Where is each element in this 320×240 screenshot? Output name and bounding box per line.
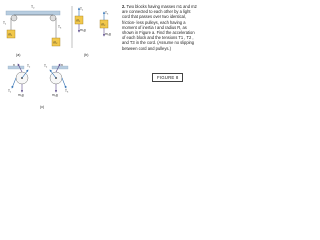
- fbd-label-t3: T₃: [105, 11, 109, 15]
- c-label-m2g: m₂g: [52, 93, 58, 97]
- physics-figure: [0, 0, 120, 115]
- right-pulley: [50, 15, 56, 21]
- label-m1: m₁: [8, 32, 13, 37]
- part-b: [72, 6, 111, 57]
- c-right-t3-arrow: [62, 78, 66, 88]
- label-t1-a: T₁: [3, 21, 7, 25]
- c-label-n-right: n: [61, 63, 63, 67]
- c-label-t2-right: T₂: [44, 64, 48, 68]
- problem-statement: [122, 4, 198, 51]
- c-rail-left: [8, 66, 24, 69]
- part-a-label: (a): [16, 53, 21, 57]
- label-m2: m₂: [53, 40, 58, 45]
- c-label-n-left: n: [13, 63, 15, 67]
- part-c-label: (c): [40, 105, 45, 109]
- c-rail-right: [52, 66, 68, 69]
- c-label-t1: T₁: [8, 89, 12, 93]
- c-left-t1-arrow: [12, 78, 16, 88]
- c-label-t3: T₃: [65, 89, 69, 93]
- fbd-label-m1g: m₁g: [80, 28, 86, 32]
- part-b-label: (b): [84, 53, 89, 57]
- figure-svg: [0, 0, 120, 115]
- problem-text: Two blocks having masses m1 and m2 are connected to each other by a light cord that passes over two identical, friction- less pulleys, each having a moment of inertia I and radius R, as shown in Figure a. Find the acceleration of each block and the tensions T1 , T2 , and T3 in the cord. (Assume no slipping between cord and pulleys.): [122, 4, 197, 51]
- c-label-t2-left: T₂: [27, 64, 31, 68]
- c-label-m1g: m₁g: [18, 93, 24, 97]
- label-t3-a: T₃: [58, 25, 62, 29]
- fbd-label-m2g: m₂g: [105, 32, 111, 36]
- fbd-label-m2: m₂: [101, 22, 106, 27]
- fbd-label-t1: T₁: [80, 7, 84, 11]
- figure-caption: FIGURE 8: [152, 73, 183, 82]
- part-a: [3, 5, 62, 57]
- part-c: [8, 63, 69, 109]
- label-t2-a: T₂: [31, 5, 35, 9]
- fbd-label-m1: m₁: [76, 18, 81, 23]
- rail: [6, 11, 60, 15]
- left-pulley: [11, 15, 17, 21]
- problem-number: 2.: [122, 4, 126, 9]
